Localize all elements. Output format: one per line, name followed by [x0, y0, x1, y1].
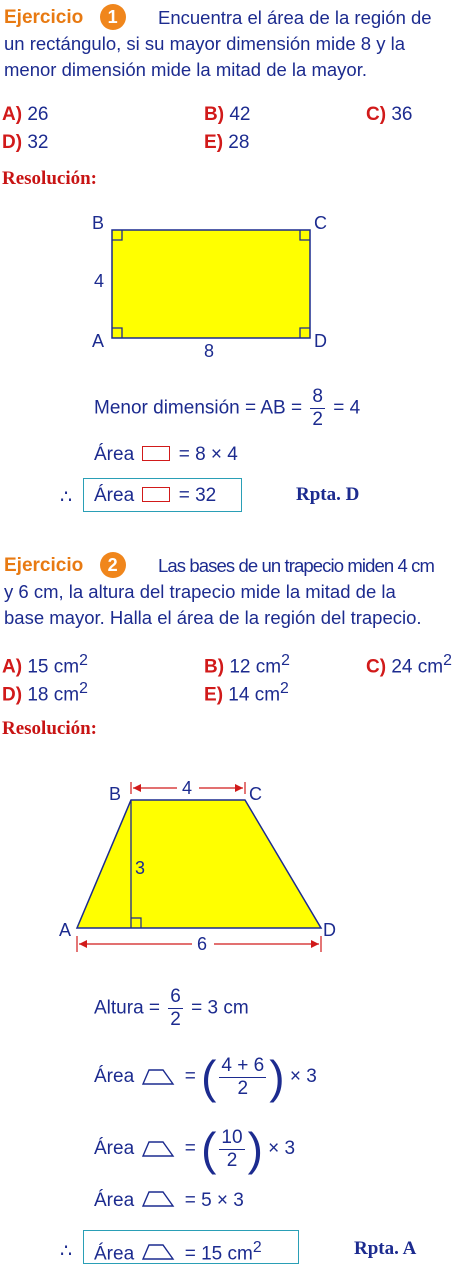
step-menor-dimension: Menor dimensión = AB = $\frac{8}{2}$ = 4: [94, 386, 361, 430]
resolution-label: Resolución:: [2, 718, 97, 739]
trapezoid-icon: [141, 1068, 177, 1086]
statement-line: Encuentra el área de la región de: [158, 7, 432, 28]
exercise-1-header: [4, 4, 126, 30]
statement-line: Las bases de un trapecio miden 4 cm: [158, 555, 434, 576]
trapezoid-icon: [141, 1140, 177, 1158]
vertex-b: B: [92, 213, 105, 233]
step-altura: Altura = $\frac{6}{2}$ = 3 cm: [94, 986, 249, 1030]
trapezoid-icon: [141, 1190, 177, 1208]
exercise-number-badge: 1: [100, 4, 126, 30]
statement-line: un rectángulo, si su mayor dimensión mide 8 y la: [4, 33, 406, 54]
vertex-c: C: [249, 784, 262, 804]
trapezoid-shape: [77, 800, 321, 928]
top-base-label: 4: [182, 778, 193, 798]
option-e: E) 14 $cm^2$: [204, 680, 289, 706]
final-answer-box: Área = 15 $cm^2$: [83, 1230, 299, 1264]
resolution-label: Resolución:: [2, 168, 97, 189]
answer-label: Rpta. D: [296, 484, 360, 505]
height-label: 3: [135, 858, 146, 878]
vertex-a: A: [59, 920, 72, 940]
exercise-label: Ejercicio: [4, 7, 84, 28]
option-d: D) 18 $cm^2$: [2, 680, 88, 706]
option-a: A) 26: [2, 104, 49, 125]
trapezoid-icon: [141, 1243, 177, 1261]
trapezoid-figure: [55, 770, 355, 960]
statement-line: y 6 cm, la altura del trapecio mide la mitad de la: [4, 581, 396, 602]
exercise-2-header: [4, 552, 126, 578]
bottom-base-label: 6: [197, 934, 208, 954]
step-area: Área = 8 × 4: [94, 444, 238, 465]
step-area-sum: Área = ( $\frac{10}{2}$ ) × 3: [94, 1123, 296, 1175]
vertex-c: C: [314, 213, 327, 233]
statement-line: base mayor. Halla el área de la región del trapecio.: [4, 607, 422, 628]
therefore-symbol: ∴: [60, 1241, 73, 1262]
exercise-number-badge: 2: [100, 552, 126, 578]
vertex-b: B: [109, 784, 122, 804]
step-area-product: Área = 5 × 3: [94, 1190, 244, 1211]
rectangle-figure: [80, 205, 340, 365]
rectangle-shape: [112, 230, 310, 338]
option-b: B) 12 $cm^2$: [204, 652, 290, 678]
option-a: A) 15 $cm^2$: [2, 652, 88, 678]
step-area-formula: Área = ( $\frac{4 + 6}{2}$ ) × 3: [94, 1051, 317, 1103]
final-answer-box: Área = 32: [83, 478, 242, 512]
therefore-symbol: ∴: [60, 487, 73, 508]
answer-label: Rpta. A: [354, 1238, 417, 1259]
option-c: C) 24 $cm^2$: [366, 652, 452, 678]
option-d: D) 32: [2, 132, 49, 153]
side-label-left: 4: [94, 271, 105, 291]
option-c: C) 36: [366, 104, 413, 125]
rectangle-icon: [142, 446, 170, 461]
option-b: B) 42: [204, 104, 251, 125]
option-e: E) 28: [204, 132, 250, 153]
vertex-a: A: [92, 331, 105, 351]
statement-line: menor dimensión mide la mitad de la mayor.: [4, 59, 367, 80]
exercise-label: Ejercicio: [4, 555, 84, 576]
rectangle-icon: [142, 487, 170, 502]
vertex-d: D: [314, 331, 327, 351]
vertex-d: D: [323, 920, 336, 940]
side-label-bottom: 8: [204, 341, 215, 361]
